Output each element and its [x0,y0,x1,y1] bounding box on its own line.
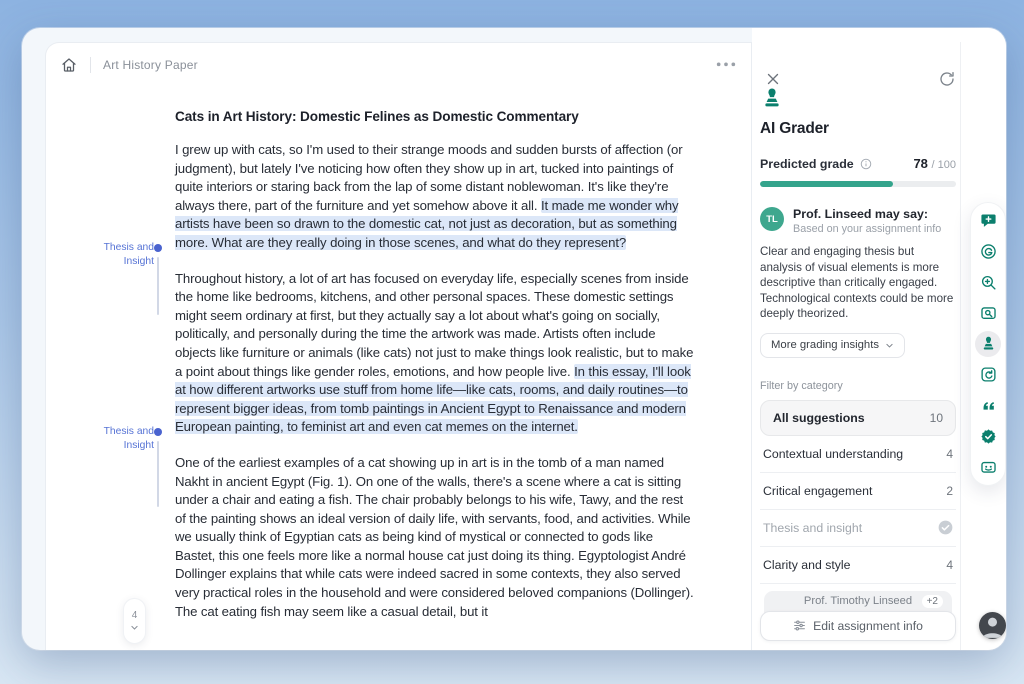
professor-review-header [760,207,956,235]
category-count: 2 [946,483,953,498]
document-body[interactable] [175,109,695,638]
quality-badge-icon[interactable] [975,423,1001,449]
category-label: All suggestions [773,410,865,425]
comment-icon[interactable] [975,208,1001,234]
paragraph-text[interactable]: One of the earliest examples of a cat showing up in art is in the tomb of a man named Nakht in ancient Egypt (Fig. 1). On one of the walls, there's a scene where a cat is sitting under a chair and eating a fish. The chair probably belongs to his wife, Tawy, and the rest of the painting shows an ideal version of daily life, with servants, food, and activities. While we usually think of Egyptian cats as being kind of mystical or connected to gods like Bastet, this one feels more like a normal house cat just doing its thing. Egyptologist André Dollinger explains that while cats were indeed sacred in some contexts, they also served very practical roles in the household and were considered beloved companions (Dollinger). The cat eating fish may seem like a casual detail, but it [175,454,694,619]
document-header [46,43,751,87]
edit-assignment-info-label: Edit assignment info [813,618,923,633]
document-paragraphs[interactable] [175,141,695,621]
category-item-contextual-understanding[interactable] [760,436,956,473]
assignment-info-stack [760,591,956,641]
paragraph-text[interactable]: I grew up with cats, so I'm used to their strange moods and sudden bursts of affection (or judgment), but lately I've noticing how often they show up in art, tucked into paintings of quite interiors or staring back from the lap of some distant noblewoman. It's like they're always there, part of the furniture and yet somehow above it all. [175,142,683,213]
grade-progress-track [760,181,956,187]
category-count: 4 [946,446,953,461]
category-count: 10 [929,410,943,425]
ai-grader-panel [760,42,956,641]
app-window [22,28,1006,650]
suggestion-nav-badge[interactable] [123,598,146,644]
expert-review-icon[interactable] [975,454,1001,480]
document-heading[interactable]: Cats in Art History: Domestic Felines as Domestic Commentary [175,109,579,124]
check-circle-icon [938,520,953,535]
document-card [45,42,752,650]
ai-grader-icon[interactable] [975,331,1001,357]
predicted-grade-label: Predicted grade [760,156,854,171]
info-icon[interactable] [860,158,872,170]
more-options-icon[interactable] [715,57,737,73]
more-grading-insights-label: More grading insights [771,339,880,352]
sliders-icon [793,619,806,632]
annotation-dot[interactable] [154,244,162,252]
annotation-line [157,257,159,315]
annotation-line [157,441,159,507]
citations-icon[interactable] [975,393,1001,419]
plagiarism-check-icon[interactable] [975,300,1001,326]
category-label: Critical engagement [763,483,873,498]
chevron-down-icon [885,341,894,350]
category-item-critical-engagement[interactable] [760,473,956,510]
document-title-breadcrumb[interactable]: Art History Paper [103,58,198,72]
zoom-in-icon[interactable] [975,269,1001,295]
highlighted-text[interactable]: It made me wonder why artists have been so drawn to the domestic cat, not just as decoration, but as something more. What are they really doing in those scenes, and what do they represent? [175,197,679,250]
category-label: Clarity and style [763,557,851,572]
annotation-label[interactable]: Thesis and Insight [103,426,154,451]
category-item-thesis-and-insight[interactable] [760,510,956,547]
category-item-all-suggestions[interactable] [760,400,956,436]
panel-title: AI Grader [760,120,829,137]
professor-review-title: Prof. Linseed may say: [793,207,928,221]
assignment-extra-badge: +2 [922,595,943,608]
professor-avatar: TL [760,207,784,231]
document-paragraph[interactable] [175,270,695,437]
filter-by-category-label: Filter by category [760,379,843,392]
user-avatar[interactable] [979,612,1006,639]
professor-review-text: Clear and engaging thesis but analysis of visual elements is more descriptive than critically engaged. Technological contexts could be more deeply theorized. [760,245,954,321]
annotation-dot[interactable] [154,428,162,436]
tool-rail [970,202,1006,486]
panel-right-divider [960,42,961,650]
grade-progress-fill [760,181,893,187]
grade-max: / 100 [931,159,956,171]
grammarly-icon[interactable] [975,239,1001,265]
category-label: Contextual understanding [763,446,904,461]
paragraph-text[interactable]: Throughout history, a lot of art has focused on everyday life, especially scenes from inside the home like bedrooms, kitchens, and other personal spaces. These domestic settings might seem ordinary at first, but they actually say a lot about what's going on socially, politically, and personally during the time the artwork was made. Artists often include objects like furniture or animals (like cats) not just to make things look realistic, but to make a point about things like gender roles, emotions, and how people live. [175,270,694,379]
document-paragraph[interactable] [175,454,695,621]
edit-assignment-info-button[interactable] [760,611,956,641]
suggestion-count: 4 [131,610,138,621]
paraphrase-icon[interactable] [975,362,1001,388]
annotation-label[interactable]: Thesis and Insight [103,242,154,267]
chevron-down-icon[interactable] [130,623,139,632]
highlighted-text[interactable]: In this essay, I'll look at how different artworks use stuff from home life—like cats, rooms, and daily routines—to represent bigger ideas, from tomb paintings in Ancient Egypt to Renaissance and modern European painting, to feminist art and even cat memes on the internet. [175,363,691,435]
professor-review-subtitle: Based on your assignment info [793,223,942,235]
grade-value: 78 / 100 [913,156,956,171]
header-divider [90,57,91,73]
category-list [760,400,956,584]
ai-grader-icon [760,86,784,110]
home-icon[interactable] [60,56,78,74]
category-item-clarity-and-style[interactable] [760,547,956,584]
predicted-grade-row [760,156,956,171]
category-label: Thesis and insight [763,520,863,535]
assignment-professor-name: Prof. Timothy Linseed [803,594,913,607]
document-paragraph[interactable] [175,141,695,253]
category-count: 4 [946,557,953,572]
more-grading-insights-button[interactable] [760,333,905,358]
